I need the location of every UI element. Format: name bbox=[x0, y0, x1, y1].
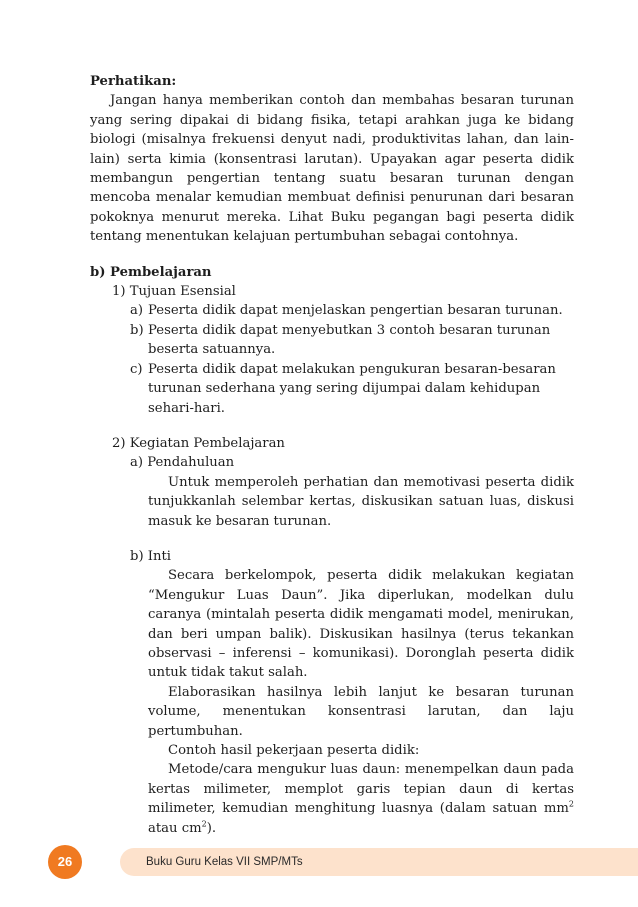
page-footer bbox=[0, 845, 638, 879]
pendahuluan-heading: a) Pendahuluan bbox=[130, 455, 235, 471]
section-pembelajaran bbox=[90, 263, 574, 838]
item-text: Peserta didik dapat menjelaskan pengertian besaran turunan. bbox=[148, 303, 563, 319]
item-label: b) bbox=[130, 322, 144, 338]
p4-main: Metode/cara mengukur luas daun: menempelkan daun pada kertas milimeter, memplot garis tepian daun di kertas milimeter, kemudian menghitung luasnya (dalam satuan mm bbox=[148, 762, 574, 817]
page-content bbox=[90, 72, 574, 838]
p4-sup-mm: 2 bbox=[568, 799, 574, 809]
book-title: Buku Guru Kelas VII SMP/MTs bbox=[146, 856, 303, 868]
tujuan-item bbox=[90, 321, 574, 360]
item-text: Peserta didik dapat menyebutkan 3 contoh besaran turunan beserta satuannya. bbox=[148, 322, 551, 358]
inti-paragraph-4 bbox=[148, 760, 574, 838]
tujuan-heading: 1) Tujuan Esensial bbox=[112, 284, 236, 300]
section-heading: b) Pembelajaran bbox=[90, 264, 212, 280]
note-body: Jangan hanya memberikan contoh dan membahas besaran turunan yang sering dipakai di bidang fisika, tetapi arahkan juga ke bidang biologi (misalnya frekuensi denyut nadi, produktivitas lahan, dan lain-lain) serta kimia (konsentrasi larutan). Upayakan agar peserta didik membangun pengertian tentang suatu besaran turunan dengan mencoba menalar kemudian membuat definisi penurunan dari besaran pokoknya menurut mereka. Lihat Buku pegangan bagi peserta didik tentang menentukan kelajuan pertumbuhan sebagai contohnya. bbox=[90, 93, 574, 245]
inti-body bbox=[90, 566, 574, 838]
pendahuluan-body bbox=[90, 473, 574, 531]
page-number: 26 bbox=[48, 845, 82, 879]
inti-heading: b) Inti bbox=[130, 548, 171, 564]
item-label: c) bbox=[130, 361, 143, 377]
note-title: Perhatikan: bbox=[90, 74, 177, 89]
kegiatan-heading: 2) Kegiatan Pembelajaran bbox=[112, 435, 285, 451]
inti-paragraph-2: Elaborasikan hasilnya lebih lanjut ke besaran turunan volume, menentukan konsentrasi larutan, dan laju pertumbuhan. bbox=[148, 684, 574, 739]
p4-end: ). bbox=[206, 820, 217, 836]
tujuan-item bbox=[90, 360, 574, 418]
inti-paragraph-1: Secara berkelompok, peserta didik melakukan kegiatan “Mengukur Luas Daun”. Jika diperlukan, modelkan dulu caranya (mintalah peserta didik mengamati model, menirukan, dan beri umpan balik). Diskusikan hasilnya (terus tekankan observasi – inferensi – komunikasi). Doronglah peserta didik untuk tidak takut salah. bbox=[148, 568, 574, 681]
tujuan-item bbox=[90, 301, 574, 320]
p4-sup-cm: 2 bbox=[201, 819, 207, 829]
pendahuluan-text: Untuk memperoleh perhatian dan memotivasi peserta didik tunjukkanlah selembar kertas, diskusikan satuan luas, diskusi masuk ke besaran turunan. bbox=[148, 474, 574, 529]
inti-paragraph-3: Contoh hasil pekerjaan peserta didik: bbox=[168, 743, 420, 758]
item-text: Peserta didik dapat melakukan pengukuran besaran-besaran turunan sederhana yang sering dijumpai dalam kehidupan sehari-hari. bbox=[148, 361, 556, 416]
item-label: a) bbox=[130, 303, 144, 319]
footer-bar bbox=[120, 848, 638, 876]
p4-mid: atau cm bbox=[148, 820, 202, 836]
